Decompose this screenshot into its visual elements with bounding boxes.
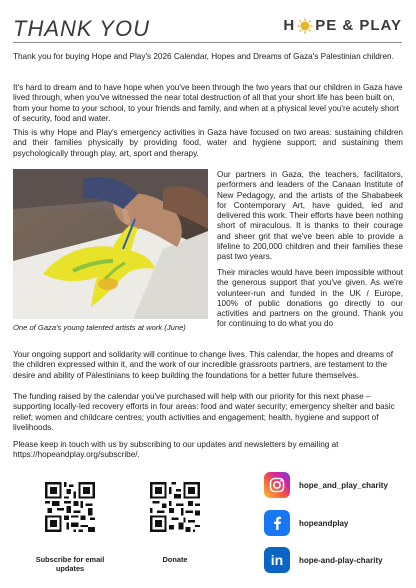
social-facebook[interactable] (264, 510, 348, 536)
intro-paragraph-3: This is why Hope and Play's emergency activities in Gaza have focused on two areas: sustaining children and their families physically by providing food, water and hygiene support; and sustaining them psychologically through play, art, sport and therapy. (13, 128, 403, 158)
linkedin-handle: hope-and-play-charity (299, 555, 383, 565)
body-paragraph-solidarity: Your ongoing support and solidarity will continue to change lives. This calendar, the hopes and dreams of the children expressed within it, and the work of our incredible grassroots partners, are testament to the desire and ability of Palestinians to keep building the foundations for a better future themselves. (13, 350, 394, 380)
sun-icon (297, 18, 313, 34)
subscribe-qr-code[interactable] (45, 482, 95, 532)
facebook-handle: hopeandplay (299, 518, 349, 528)
header-divider (13, 42, 402, 43)
body-paragraph-funding: The funding raised by the calendar you've purchased will help with our priority for this next phase – supporting locally-led recovery efforts in four areas: food and water security; emergency shelter and basic relief; women and childcare centres; youth activities and engagement; health, hygiene and support of livelihoods. (13, 392, 395, 432)
body-paragraph-subscribe: Please keep in touch with us by subscribing to our updates and newsletters by emailing at https://hopeandplay.org/subscribe/. (13, 440, 339, 460)
page-title: THANK YOU (13, 16, 150, 41)
intro-paragraph-2: It's hard to dream and to have hope when you've been through the two years that our children in Gaza have lived through, when you've witnessed the near total destruction of all that your short life has been built on, from your home to your school, to your friends and family, and when at a physical level you're acutely short of security, food and water. (13, 83, 403, 123)
social-instagram[interactable] (264, 472, 388, 498)
social-linkedin[interactable] (264, 547, 383, 573)
intro-paragraph-1: Thank you for buying Hope and Play's 2026 Calendar, Hopes and Dreams of Gaza's Palestinian children. (13, 52, 394, 61)
instagram-handle: hope_and_play_charity (299, 480, 388, 490)
donate-label: Donate (162, 555, 188, 564)
hope-and-play-logo: H PE & PLAY (283, 17, 402, 34)
photo-caption: One of Gaza's young talented artists at work (June) (13, 323, 186, 332)
donate-qr-code[interactable] (150, 482, 200, 532)
child-painting-photo (13, 169, 208, 319)
support-paragraph: Their miracles would have been impossible without the generous support that you've given. As we're volunteer-run and funded in the UK / Europe, 100% of public donations go directly to our activities and partners on the ground. Thank you for continuing to do what you do (217, 268, 403, 329)
linkedin-icon: in (264, 547, 290, 573)
instagram-icon (264, 472, 290, 498)
facebook-icon (264, 510, 290, 536)
subscribe-label: Subscribe for email updates (35, 555, 105, 573)
partners-paragraph: Our partners in Gaza, the teachers, facilitators, performers and leaders of the Canaan Institute of New Pedagogy, and the artists of the Shababeek for Contemporary Art, have guided, led and delivered this work. Their efforts have been nothing short of miraculous. It is thanks to their courage and sheer grit that we've been able to provide a lifeline to 200,000 children and their families these past two years. (217, 170, 403, 262)
